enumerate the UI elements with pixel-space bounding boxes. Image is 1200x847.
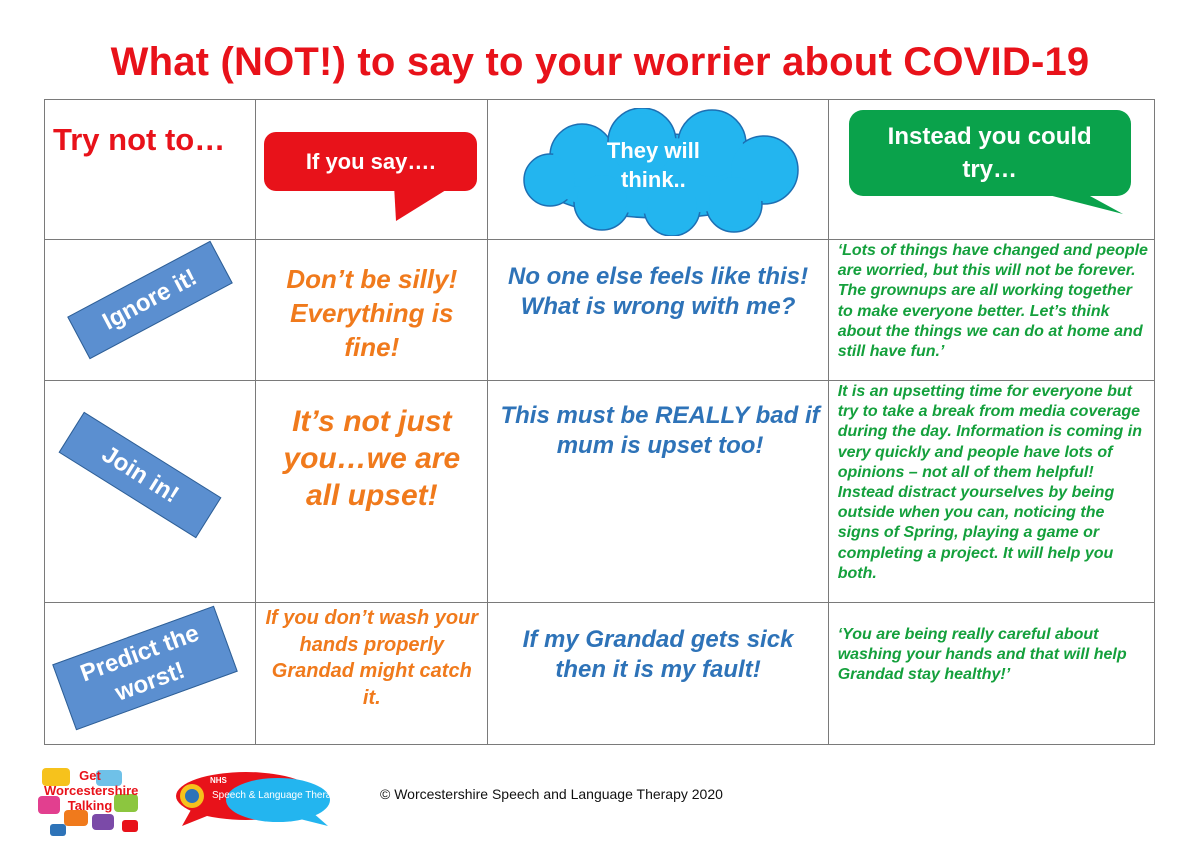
speech-bubble-green [849,110,1131,196]
try-not-to-heading: Try not to… [53,122,226,157]
speech-bubble-tail-icon [394,185,464,225]
tag-ignore-it: Ignore it! [67,241,233,359]
instead-text-cell [828,603,1154,745]
table-header-row [45,100,1155,240]
say-text: If you don’t wash your hands properly Grandad might catch it. [265,607,479,709]
think-cell [488,381,828,603]
they-will-think-line1: They will [606,138,700,163]
copyright-text: © Worcestershire Speech and Language Therapy 2020 [380,786,723,802]
instead-text: It is an upsetting time for everyone but try to take a break from media coverage during the day. Information is coming in very quickly and people have lots of opinions – not all of them helpful! Instead distract yourselves by being outside when you can, noticing the signs of Spring, playing a game or completing a project. It will help you both. [837,383,1142,582]
instead-text-cell [828,381,1154,603]
get-worcestershire-talking-logo [34,762,144,838]
instead-heading-line2: try… [962,156,1018,183]
speech-bubble-tail-icon [1029,190,1129,220]
think-cell [488,240,828,381]
logo2-text: Speech & Language Therapy [212,790,342,801]
instead-text: ‘Lots of things have changed and people are worried, but this will not be forever. The grownups are all working together to make everyone better. Let’s think about the things we can do at home and still have fun.’ [837,242,1148,361]
table-row [45,603,1155,745]
they-will-think-line2: think.. [621,167,686,192]
advice-table [44,99,1155,745]
say-cell [256,240,488,381]
instead-text-cell [828,240,1154,381]
think-cell [488,603,828,745]
tag-cell [45,603,256,745]
say-text: Don’t be silly! Everything is fine! [286,264,458,362]
try-not-to-cell [45,100,256,240]
page-title: What (NOT!) to say to your worrier about COVID-19 [110,40,1090,84]
they-will-think-heading [578,136,728,194]
table-row [45,381,1155,603]
if-you-say-heading: If you say…. [305,148,436,174]
tag-predict-the-worst: Predict the worst! [52,606,238,731]
say-text: It’s not just you…we are all upset! [283,405,461,512]
logo1-text: Get Worcestershire Talking [44,768,139,813]
speech-bubble-red [264,132,477,191]
instead-heading-line1: Instead you could [887,123,1092,150]
they-will-think-cell [488,100,828,240]
instead-text: ‘You are being really careful about washing your hands and that will help Grandad stay healthy!’ [837,626,1127,684]
if-you-say-cell [256,100,488,240]
speech-language-therapy-logo [172,768,342,828]
tag-cell [45,240,256,381]
table-row [45,240,1155,381]
tag-join-in: Join in! [59,412,222,539]
think-text: This must be REALLY bad if mum is upset too! [500,402,820,459]
nhs-label: NHS [210,776,227,785]
say-cell [256,603,488,745]
instead-cell [828,100,1154,240]
say-cell [256,381,488,603]
think-text: No one else feels like this! What is wrong with me? [507,263,809,320]
think-text: If my Grandad gets sick then it is my fault! [522,626,794,683]
tag-cell [45,381,256,603]
